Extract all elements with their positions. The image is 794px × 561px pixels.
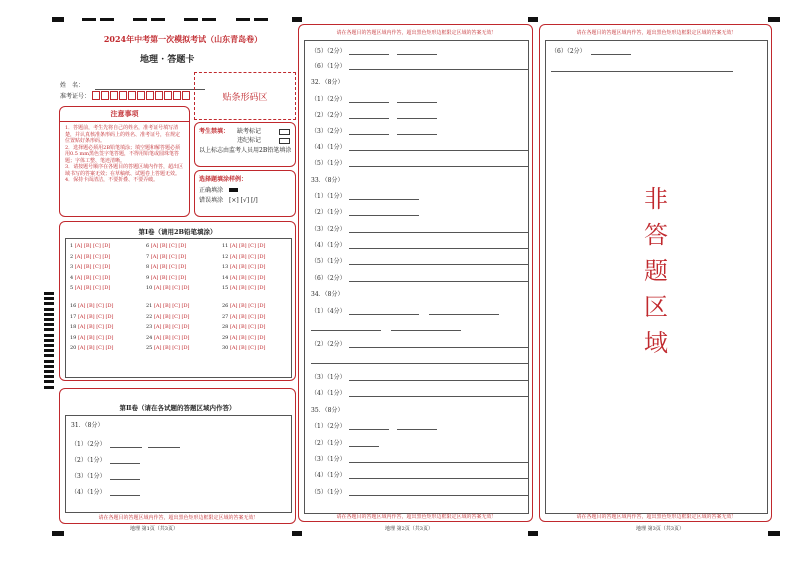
alignment-mark: [44, 365, 54, 368]
alignment-mark: [44, 354, 54, 357]
mc-options[interactable]: [A] [B] [C] [D]: [153, 324, 190, 330]
mc-question-3[interactable]: [70, 264, 110, 270]
mc-question-6[interactable]: [146, 243, 186, 249]
id-digit-box[interactable]: [92, 91, 100, 100]
alignment-mark: [151, 18, 165, 21]
mc-options[interactable]: [A] [B] [C] [D]: [229, 285, 266, 291]
barcode-area: [194, 72, 296, 120]
sheet2-box: [298, 24, 533, 522]
non-answer-char: 域: [644, 329, 668, 357]
absent-label: 缺考标记: [237, 128, 262, 135]
mc-question-10[interactable]: [146, 285, 189, 291]
alignment-mark: [44, 318, 54, 321]
alignment-mark: [44, 344, 54, 347]
answer-line[interactable]: [349, 150, 529, 151]
sheet2-question-label: （2）（2分）: [311, 341, 346, 348]
sheet2-question-label: （4）（1分）: [311, 472, 346, 479]
answer-line[interactable]: [349, 118, 389, 119]
answer-line[interactable]: [429, 314, 499, 315]
alignment-mark: [768, 531, 780, 536]
sheet2-question-label: （1）（4分）: [311, 308, 346, 315]
alignment-mark: [44, 313, 54, 316]
answer-line[interactable]: [349, 281, 529, 282]
mc-grid: [65, 238, 292, 378]
answer-line[interactable]: [349, 69, 529, 70]
mc-number: 10: [146, 285, 154, 291]
sheet2-question-label: （4）（1分）: [311, 144, 346, 151]
violation-checkbox[interactable]: [279, 138, 290, 144]
notice-item: 1．答题前，考生先将自己的姓名，准考证号填写清楚，并认真核准条形码上的姓名、准考证号，在规定位置贴好条形码。: [65, 125, 181, 144]
alignment-mark: [184, 18, 198, 21]
mc-question-8[interactable]: [146, 264, 186, 270]
answer-line[interactable]: [397, 118, 437, 119]
id-digit-box[interactable]: [101, 91, 109, 100]
alignment-mark: [44, 292, 54, 295]
answer-line[interactable]: [397, 429, 437, 430]
alignment-mark: [44, 328, 54, 331]
id-digit-box[interactable]: [110, 91, 118, 100]
part2-box: [59, 388, 296, 524]
alignment-mark: [44, 308, 54, 311]
mc-number: 12: [222, 253, 230, 260]
answer-line[interactable]: [349, 495, 529, 496]
mc-question-23[interactable]: [146, 324, 189, 330]
mc-options[interactable]: [A] [B] [C] [D]: [153, 313, 190, 320]
mc-number: 14: [222, 274, 230, 281]
header-note: 请在各题目的答题区域内作答，超出黑色矩形边框限定区域的答案无效！: [576, 30, 737, 36]
mc-number: 27: [222, 313, 230, 320]
alignment-mark: [100, 18, 114, 21]
mc-options[interactable]: [A] [B] [C] [D]: [229, 264, 266, 270]
mc-number: 2: [70, 253, 75, 260]
mc-options[interactable]: [A] [B] [C] [D]: [74, 264, 111, 270]
sheet2-question-label: （2）（2分）: [311, 112, 346, 119]
sheet2-question-label: （4）（1分）: [311, 390, 346, 397]
mc-number: 19: [70, 334, 78, 341]
alignment-mark: [44, 297, 54, 300]
sheet2-question-label: （5）（1分）: [311, 258, 346, 265]
mc-number: 9: [146, 274, 151, 281]
mc-question-28[interactable]: [222, 324, 265, 330]
mc-question-24[interactable]: [146, 335, 189, 341]
alignment-mark: [133, 18, 147, 21]
alignment-mark: [44, 370, 54, 373]
mc-options[interactable]: [A] [B] [C] [D]: [229, 334, 266, 341]
mc-options[interactable]: [A] [B] [C] [D]: [74, 285, 111, 291]
mc-question-11[interactable]: [222, 243, 265, 249]
mc-number: 20: [70, 345, 78, 351]
alignment-mark: [44, 386, 54, 389]
id-label: 准考证号：: [60, 93, 91, 100]
sheet2-question-label: 33．（8分）: [311, 177, 344, 184]
footer-note: 请在各题目的答题区域内作答，超出黑色矩形边框限定区域的答案无效！: [98, 515, 259, 521]
mc-options[interactable]: [A] [B] [C] [D]: [150, 253, 187, 260]
answer-line[interactable]: [349, 248, 529, 249]
mc-question-19[interactable]: [70, 335, 113, 341]
mc-question-4[interactable]: [70, 275, 110, 281]
alignment-mark: [44, 339, 54, 342]
answer-line[interactable]: [311, 330, 381, 331]
mc-number: 26: [222, 303, 230, 309]
page-label: 地理 第1页（共3页）: [130, 526, 178, 532]
non-answer-char: 题: [644, 257, 668, 285]
alignment-mark: [52, 17, 64, 22]
alignment-mark: [292, 531, 302, 536]
alignment-mark: [52, 531, 64, 536]
answer-line[interactable]: [397, 134, 437, 135]
answer-line[interactable]: [349, 462, 529, 463]
sheet2-question-label: （3）（2分）: [311, 128, 346, 135]
wrong-fill-label: 错误填涂: [199, 197, 224, 204]
mc-options[interactable]: [A] [B] [C] [D]: [153, 345, 190, 351]
mc-question-15[interactable]: [222, 285, 265, 291]
answer-line[interactable]: [349, 478, 529, 479]
sheet2-question-label: （5）（1分）: [311, 489, 346, 496]
answer-line[interactable]: [349, 429, 389, 430]
answer-line[interactable]: [349, 199, 419, 200]
answer-line[interactable]: [349, 54, 389, 55]
answer-line[interactable]: [349, 215, 419, 216]
alignment-mark: [528, 531, 538, 536]
q31-item: （1）（2分）: [71, 441, 106, 448]
page-label: 地理 第3页（共3页）: [636, 526, 684, 532]
mc-options[interactable]: [A] [B] [C] [D]: [77, 313, 114, 320]
mc-question-1[interactable]: [70, 243, 110, 249]
answer-line[interactable]: [349, 396, 529, 397]
q31-area[interactable]: [65, 415, 292, 513]
mc-number: 1: [70, 243, 75, 249]
mc-options[interactable]: [A] [B] [C] [D]: [77, 324, 114, 330]
answer-line[interactable]: [391, 330, 461, 331]
sheet2-question-label: （6）（1分）: [311, 63, 346, 70]
answer-line[interactable]: [349, 134, 389, 135]
id-digit-box[interactable]: [119, 91, 127, 100]
mc-number: 25: [146, 345, 154, 351]
id-digit-box[interactable]: [164, 91, 172, 100]
mc-number: 28: [222, 324, 230, 330]
mc-question-2[interactable]: [70, 254, 110, 260]
name-label: 姓 名：: [60, 82, 85, 89]
mc-question-20[interactable]: [70, 345, 113, 351]
answer-line[interactable]: [349, 347, 529, 348]
alignment-mark: [254, 18, 268, 21]
page-label: 地理 第2页（共3页）: [385, 526, 433, 532]
footer-note: 请在各题目的答题区域内作答，超出黑色矩形边框限定区域的答案无效！: [336, 514, 497, 520]
mc-options[interactable]: [A] [B] [C] [D]: [229, 324, 266, 330]
mc-number: 17: [70, 313, 78, 320]
violation-label: 违纪标记: [237, 137, 262, 144]
mc-number: 11: [222, 243, 230, 249]
sheet2-question-label: （1）（1分）: [311, 193, 346, 200]
id-digit-box[interactable]: [182, 91, 190, 100]
part2-title: 第Ⅱ卷（请在各试题的答题区域内作答）: [119, 404, 236, 412]
mc-question-5[interactable]: [70, 285, 110, 291]
correct-fill-mark: [229, 188, 238, 192]
mc-number: 24: [146, 334, 154, 341]
barcode-label: 贴条形码区: [222, 92, 268, 103]
mc-question-26[interactable]: [222, 303, 265, 309]
mc-options[interactable]: [A] [B] [C] [D]: [74, 253, 111, 260]
mc-options[interactable]: [A] [B] [C] [D]: [150, 274, 187, 281]
sheet2-question-label: （4）（1分）: [311, 242, 346, 249]
id-digit-box[interactable]: [155, 91, 163, 100]
answer-line[interactable]: [397, 54, 437, 55]
exam-status-label: 考生禁填：: [199, 128, 230, 135]
alignment-mark: [44, 380, 54, 383]
non-answer-char: 区: [644, 293, 668, 321]
mc-question-17[interactable]: [70, 314, 113, 320]
alignment-mark: [768, 17, 780, 22]
mc-options[interactable]: [A] [B] [C] [D]: [153, 285, 190, 291]
answer-line[interactable]: [311, 363, 529, 364]
mc-options[interactable]: [A] [B] [C] [D]: [150, 264, 187, 270]
mc-question-29[interactable]: [222, 335, 265, 341]
exam-subtitle: 地理 · 答题卡: [140, 55, 195, 65]
mc-question-7[interactable]: [146, 254, 186, 260]
mc-question-14[interactable]: [222, 275, 265, 281]
sheet2-question-label: （6）（2分）: [311, 275, 346, 282]
exam-status-box: [194, 122, 296, 167]
mc-number: 16: [70, 303, 78, 309]
mc-options[interactable]: [A] [B] [C] [D]: [229, 303, 266, 309]
mc-question-13[interactable]: [222, 264, 265, 270]
mc-options[interactable]: [A] [B] [C] [D]: [153, 303, 190, 309]
absent-checkbox[interactable]: [279, 129, 290, 135]
mc-number: 30: [222, 345, 230, 351]
mc-options[interactable]: [A] [B] [C] [D]: [229, 253, 266, 260]
header-note: 请在各题目的答题区域内作答，超出黑色矩形边框限定区域的答案无效！: [336, 30, 497, 36]
sheet2-question-label: （3）（2分）: [311, 226, 346, 233]
mc-number: 29: [222, 334, 230, 341]
mc-options[interactable]: [A] [B] [C] [D]: [229, 274, 266, 281]
id-digit-box[interactable]: [146, 91, 154, 100]
notice-title: 注意事项: [110, 109, 139, 118]
answer-line[interactable]: [349, 166, 529, 167]
mc-question-9[interactable]: [146, 275, 186, 281]
alignment-mark: [44, 360, 54, 363]
sheet2-question-label: 32．（8分）: [311, 79, 344, 86]
mc-number: 18: [70, 324, 78, 330]
mc-number: 4: [70, 274, 75, 281]
mc-question-18[interactable]: [70, 324, 113, 330]
answer-line[interactable]: [349, 264, 529, 265]
name-field[interactable]: [95, 89, 205, 90]
mc-options[interactable]: [A] [B] [C] [D]: [229, 345, 266, 351]
alignment-mark: [236, 18, 250, 21]
fill-example-box: [194, 170, 296, 217]
mc-options[interactable]: [A] [B] [C] [D]: [150, 243, 187, 249]
mc-number: 5: [70, 285, 75, 291]
mc-number: 6: [146, 243, 151, 249]
mc-options[interactable]: [A] [B] [C] [D]: [153, 334, 190, 341]
answer-line[interactable]: [397, 102, 437, 103]
sheet2-question-label: （1）（2分）: [311, 423, 346, 430]
q31-item: （4）（1分）: [71, 489, 106, 496]
fill-example-title: 选择题填涂样例：: [199, 176, 248, 183]
alignment-mark: [44, 302, 54, 305]
sheet2-question-label: 34．（8分）: [311, 291, 344, 298]
notice-box: [59, 106, 190, 217]
notice-item: 4．保持卡面清洁，不要折叠、不要弄破。: [65, 177, 159, 183]
mc-options[interactable]: [A] [B] [C] [D]: [77, 345, 114, 351]
part1-box: [59, 221, 296, 381]
id-digit-box[interactable]: [173, 91, 181, 100]
sheet2-question-label: （2）（1分）: [311, 209, 346, 216]
mc-question-12[interactable]: [222, 254, 265, 260]
sheet2-answer-area[interactable]: [304, 40, 529, 514]
mc-options[interactable]: [A] [B] [C] [D]: [229, 243, 266, 249]
mc-question-25[interactable]: [146, 345, 189, 351]
sheet3-box: [539, 24, 772, 522]
mc-number: 23: [146, 324, 154, 330]
alignment-mark: [44, 375, 54, 378]
alignment-mark: [202, 18, 216, 21]
alignment-mark: [292, 17, 302, 22]
mc-number: 8: [146, 264, 151, 270]
mc-number: 21: [146, 303, 154, 309]
sheet3-answer-area[interactable]: [545, 40, 768, 514]
sheet2-question-label: 35．（8分）: [311, 407, 344, 414]
sheet2-question-label: （3）（1分）: [311, 456, 346, 463]
id-digit-box[interactable]: [128, 91, 136, 100]
notice-item: 3．请按题号顺序在各题目的答题区域内作答，超出区域书写的答案无效；在草稿纸、试题卷上答题无效。: [65, 164, 184, 177]
sheet2-question-label: （5）（1分）: [311, 160, 346, 167]
id-digit-box[interactable]: [137, 91, 145, 100]
mc-number: 7: [146, 253, 151, 260]
q31-label: 31．（8分）: [71, 422, 104, 429]
q31-item: （3）（1分）: [71, 473, 106, 480]
notice-item: 2．选择题必须用2B铅笔填涂；填空题和解答题必须用0.5 mm黑色签字笔答题，不得用铅笔或圆珠笔答题；字体工整、笔迹清晰。: [65, 144, 181, 164]
mc-options[interactable]: [A] [B] [C] [D]: [74, 274, 111, 281]
alignment-mark: [44, 334, 54, 337]
sheet2-question-label: （1）（2分）: [311, 96, 346, 103]
exam-title: 2024年中考第一次模拟考试（山东青岛卷）: [103, 34, 263, 44]
footer-note: 请在各题目的答题区域内作答，超出黑色矩形边框限定区域的答案无效！: [576, 514, 737, 520]
answer-line[interactable]: [349, 102, 389, 103]
alignment-mark: [44, 349, 54, 352]
alignment-mark: [82, 18, 96, 21]
status-note: 以上标志由监考人员用2B铅笔填涂: [199, 147, 292, 154]
mc-question-21[interactable]: [146, 303, 189, 309]
part1-title: 第Ⅰ卷（请用2B铅笔填涂）: [138, 228, 217, 236]
mc-number: 22: [146, 313, 154, 320]
mc-number: 3: [70, 264, 75, 270]
mc-number: 13: [222, 264, 230, 270]
correct-fill-label: 正确填涂: [199, 187, 224, 194]
mc-question-30[interactable]: [222, 345, 265, 351]
alignment-mark: [528, 17, 538, 22]
q31-item: （2）（1分）: [71, 457, 106, 464]
wrong-fill-marks: [×] [√] [/]: [229, 197, 258, 204]
mc-options[interactable]: [A] [B] [C] [D]: [229, 313, 266, 320]
mc-question-22[interactable]: [146, 314, 189, 320]
mc-options[interactable]: [A] [B] [C] [D]: [77, 334, 114, 341]
mc-number: 15: [222, 285, 230, 291]
non-answer-char: 答: [644, 221, 668, 249]
answer-line[interactable]: [349, 314, 419, 315]
answer-line[interactable]: [349, 446, 379, 447]
non-answer-char: 非: [644, 185, 668, 213]
alignment-mark: [44, 323, 54, 326]
sheet2-question-label: （5）（2分）: [311, 48, 346, 55]
answer-line[interactable]: [349, 380, 529, 381]
sheet2-question-label: （3）（1分）: [311, 374, 346, 381]
q6-label: （6）（2分）: [551, 48, 586, 55]
mc-options[interactable]: [A] [B] [C] [D]: [77, 303, 114, 309]
sheet2-question-label: （2）（1分）: [311, 440, 346, 447]
answer-line[interactable]: [349, 232, 529, 233]
mc-options[interactable]: [A] [B] [C] [D]: [74, 243, 111, 249]
mc-question-27[interactable]: [222, 314, 265, 320]
mc-question-16[interactable]: [70, 303, 113, 309]
